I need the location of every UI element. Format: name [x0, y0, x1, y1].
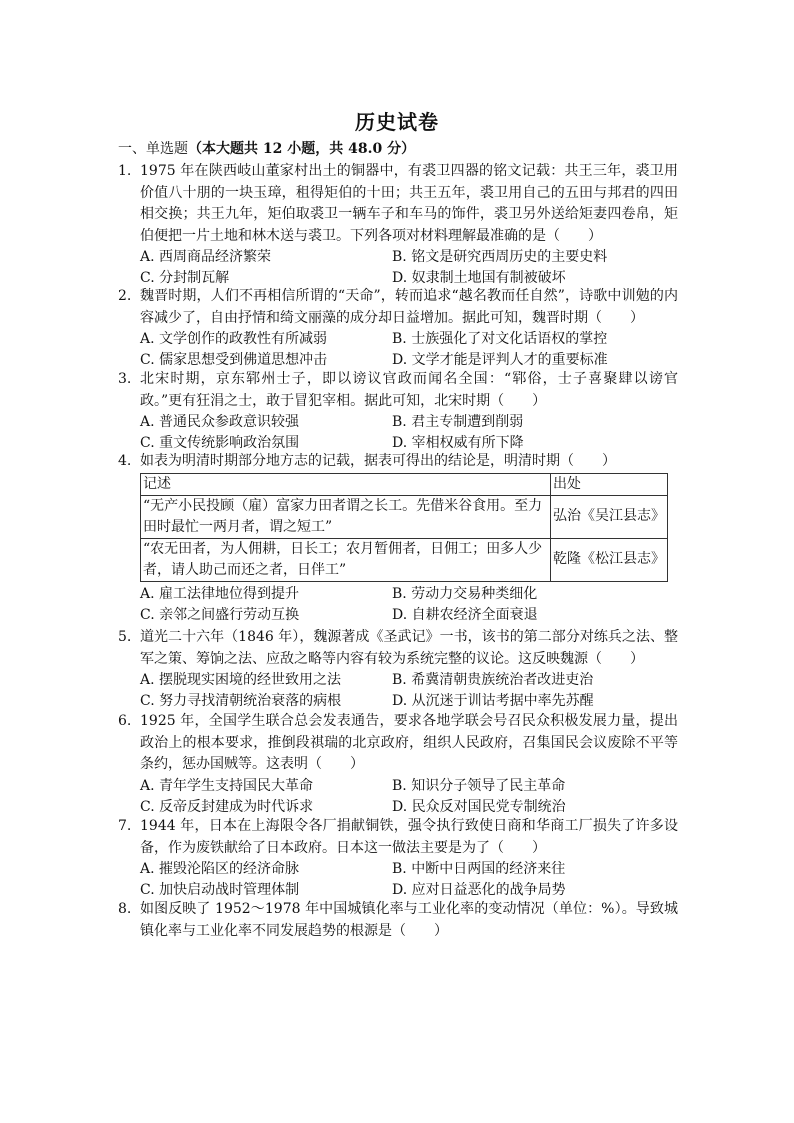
option-b[interactable]: B. 士族强化了对文化话语权的掌控 [392, 331, 608, 347]
option-b[interactable]: B. 知识分子领导了民主革命 [392, 777, 566, 794]
question-stem: 1944 年，日本在上海限令各厂捐献铜铁，强令执行致使日商和华商工厂损失了许多设备，作为废铁献给了日本政府。日本这一做法主要是为了（ ） [140, 818, 678, 856]
option-c[interactable]: C. 重文传统影响政治氛围 [140, 435, 300, 451]
question-3 [118, 369, 678, 454]
option-d[interactable]: D. 自耕农经济全面衰退 [392, 606, 538, 623]
question-stem: 魏晋时期，人们不再相信所谓的“天命”，转而追求“越名教而任自然”，诗歌中训勉的内容减少了，自由抒情和绮文丽藻的成分却日益增加。据此可知，魏晋时期（ ） [140, 288, 678, 326]
section-heading [118, 138, 415, 158]
table-header-row [141, 473, 668, 495]
option-c[interactable]: C. 亲邻之间盛行劳动互换 [140, 606, 300, 623]
question-7 [118, 816, 678, 901]
table-header: 出处 [551, 473, 668, 495]
question-2 [118, 286, 678, 371]
question-stem: 道光二十六年（1846 年），魏源著成《圣武记》一书，该书的第二部分对练兵之法、整军之策、筹饷之法、应敌之略等内容有较为系统完整的议论。这反映魏源（ ） [140, 629, 678, 667]
options [140, 584, 678, 626]
page-title: 历史试卷 [355, 110, 439, 134]
question-number: 3. [118, 371, 132, 387]
option-c[interactable]: C. 反帝反封建成为时代诉求 [140, 798, 314, 815]
option-a[interactable]: A. 普通民众参政意识较强 [140, 414, 300, 430]
question-6 [118, 711, 678, 818]
question-number: 6. [118, 713, 132, 729]
options [140, 859, 678, 901]
option-c[interactable]: C. 努力寻找清朝统治衰落的病根 [140, 693, 342, 709]
table-cell: 乾隆《松江县志》 [551, 538, 668, 581]
options [140, 329, 678, 371]
options [140, 247, 678, 289]
question-stem: 1925 年，全国学生联合总会发表通告，要求各地学联会号召民众积极发展力量，提出政治上的根本要求，推倒段祺瑞的北京政府，组织人民政府，召集国民会议废除不平等条约，惩办国贼等。这表明（ ） [140, 713, 678, 772]
section-label: 一、单选题 [118, 141, 188, 157]
question-8 [118, 899, 678, 942]
option-b[interactable]: B. 中断中日两国的经济来往 [392, 861, 566, 877]
question-number: 7. [118, 818, 132, 834]
options [140, 412, 678, 454]
source-table [140, 473, 668, 582]
table-header: 记述 [141, 473, 551, 495]
table-cell: “农无田者，为人佣耕，日长工；农月暂佣者，日佣工；田多人少者，请人助己而还之者，日伴工” [141, 538, 551, 581]
question-number: 4. [118, 453, 132, 469]
option-c[interactable]: C. 儒家思想受到佛道思想冲击 [140, 352, 328, 368]
table-row [141, 538, 668, 581]
table-cell: 弘治《吴江县志》 [551, 495, 668, 538]
question-4 [118, 451, 678, 626]
question-number: 1. [118, 163, 132, 179]
question-number: 5. [118, 629, 132, 645]
question-stem: 如图反映了 1952～1978 年中国城镇化率与工业化率的变动情况（单位：%）。导致城镇化率与工业化率不同发展趋势的根源是（ ） [140, 901, 678, 939]
option-a[interactable]: A. 西周商品经济繁荣 [140, 249, 272, 265]
option-d[interactable]: D. 民众反对国民党专制统治 [392, 798, 566, 815]
table-row [141, 495, 668, 538]
question-1 [118, 161, 678, 289]
question-number: 8. [118, 901, 132, 917]
option-d[interactable]: D. 奴隶制土地国有制被破坏 [392, 270, 566, 286]
option-a[interactable]: A. 摆脱现实困境的经世致用之法 [140, 672, 342, 688]
question-stem: 北宋时期，京东郓州士子，即以谤议官政而闻名全国：“郓俗，士子喜聚肆以谤官政。”更有狂涓之士，敢于冒犯宰相。据此可知，北宋时期（ ） [140, 371, 678, 409]
option-c[interactable]: C. 加快启动战时管理体制 [140, 882, 300, 898]
options [140, 776, 678, 818]
table-cell: “无产小民投顾（雇）富家力田者谓之长工。先借米谷食用。至力田时最忙一两月者，谓之短工” [141, 495, 551, 538]
question-5 [118, 627, 678, 712]
option-d[interactable]: D. 从沉迷于训诂考据中率先苏醒 [392, 693, 594, 709]
question-stem: 如表为明清时期部分地方志的记载，据表可得出的结论是，明清时期（ ） [140, 453, 616, 469]
question-number: 2. [118, 288, 132, 304]
section-info: （本大题共 12 小题，共 48.0 分） [188, 141, 416, 157]
option-c[interactable]: C. 分封制瓦解 [140, 270, 230, 286]
option-b[interactable]: B. 君主专制遭到削弱 [392, 414, 524, 430]
option-a[interactable]: A. 青年学生支持国民大革命 [140, 777, 314, 794]
option-d[interactable]: D. 应对日益恶化的战争局势 [392, 882, 566, 898]
option-b[interactable]: B. 希冀清朝贵族统治者改进吏治 [392, 672, 594, 688]
option-a[interactable]: A. 摧毁沦陷区的经济命脉 [140, 861, 300, 877]
option-d[interactable]: D. 文学才能是评判人才的重要标准 [392, 352, 608, 368]
question-stem: 1975 年在陕西岐山董家村出土的铜器中，有裘卫四器的铭文记载：共王三年，裘卫用价值八十朋的一块玉璋，租得矩伯的十田；共王五年，裘卫用自己的五田与邦君的四田相交换；共王九年，矩伯取裘卫一辆车子和车马的饰件，裘卫另外送给矩妻四卷帛，矩伯便把一片土地和林木送与裘卫。下列各项对材料理解最准确的是（ ） [140, 163, 678, 244]
option-d[interactable]: D. 宰相权威有所下降 [392, 435, 524, 451]
options [140, 670, 678, 712]
option-a[interactable]: A. 文学创作的政教性有所减弱 [140, 331, 328, 347]
option-a[interactable]: A. 雇工法律地位得到提升 [140, 585, 300, 602]
option-b[interactable]: B. 劳动力交易种类细化 [392, 585, 538, 602]
option-b[interactable]: B. 铭文是研究西周历史的主要史料 [392, 249, 608, 265]
